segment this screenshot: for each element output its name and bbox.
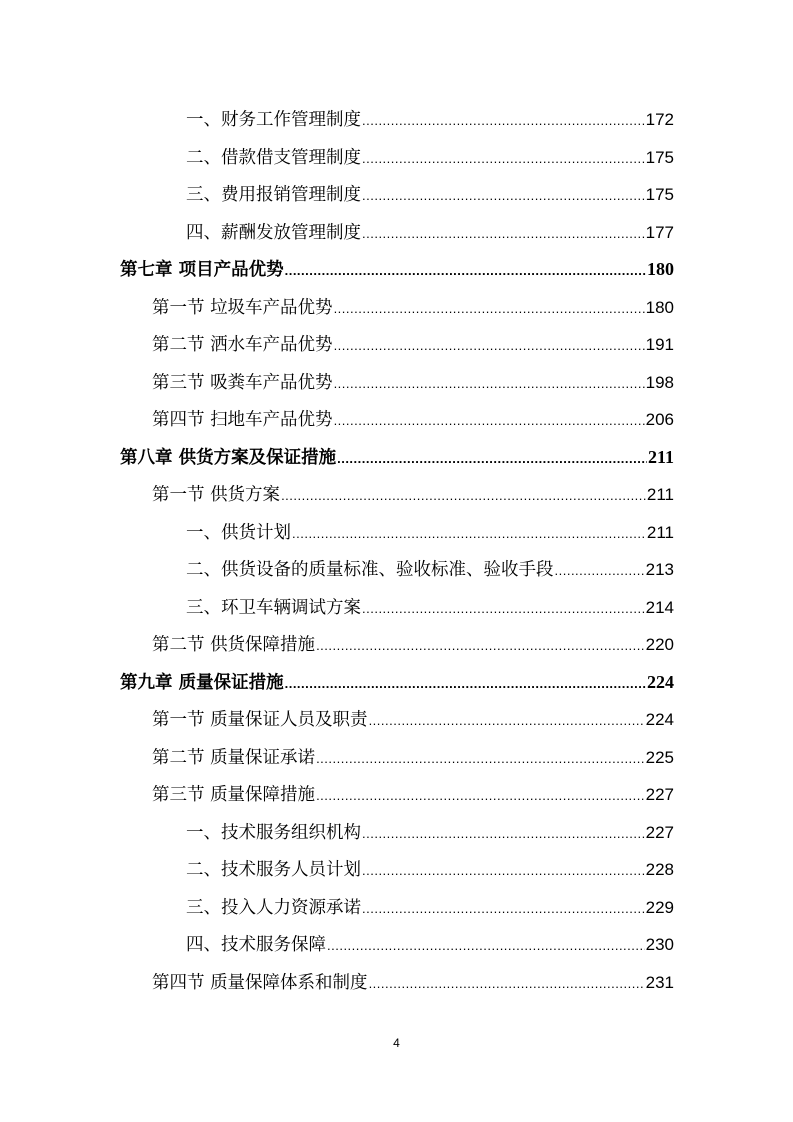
toc-dot-leader bbox=[334, 365, 645, 402]
toc-dot-leader bbox=[369, 965, 645, 1002]
toc-dot-leader bbox=[362, 890, 645, 927]
toc-entry-page: 211 bbox=[646, 485, 674, 504]
toc-entry[interactable] bbox=[186, 101, 674, 138]
toc-entry-label: 第三节 质量保障措施 bbox=[152, 785, 316, 805]
toc-entry[interactable] bbox=[186, 214, 674, 251]
page-number: 4 bbox=[393, 1036, 400, 1050]
toc-entry-page: 224 bbox=[645, 710, 674, 729]
toc-entry-label: 四、薪酬发放管理制度 bbox=[186, 222, 361, 243]
toc-entry[interactable] bbox=[186, 176, 674, 213]
toc-dot-leader bbox=[285, 252, 646, 289]
toc-dot-leader bbox=[327, 927, 645, 964]
toc-entry[interactable] bbox=[152, 739, 674, 776]
toc-entry-label: 三、投入人力资源承诺 bbox=[186, 897, 361, 918]
toc-entry-label: 二、供货设备的质量标准、验收标准、验收手段 bbox=[186, 560, 554, 580]
toc-entry-page: 198 bbox=[645, 372, 674, 392]
toc-entry-page: 180 bbox=[645, 297, 674, 317]
toc-entry-label: 三、费用报销管理制度 bbox=[186, 185, 361, 205]
toc-entry[interactable] bbox=[120, 251, 674, 288]
toc-entry-page: 228 bbox=[645, 860, 674, 879]
toc-dot-leader bbox=[337, 440, 647, 477]
toc-dot-leader bbox=[555, 552, 645, 589]
toc-entry-page: 211 bbox=[647, 446, 674, 467]
toc-entry-label: 一、供货计划 bbox=[186, 522, 291, 543]
toc-entry-label: 第一节 供货方案 bbox=[152, 485, 281, 505]
toc-entry[interactable] bbox=[186, 514, 674, 551]
toc-entry[interactable] bbox=[152, 964, 674, 1001]
toc-dot-leader bbox=[316, 740, 645, 777]
toc-entry-page: 191 bbox=[645, 335, 674, 354]
toc-entry-page: 213 bbox=[645, 560, 674, 579]
toc-dot-leader bbox=[285, 665, 646, 702]
toc-entry-page: 220 bbox=[645, 635, 674, 654]
toc-entry-page: 214 bbox=[645, 597, 674, 617]
toc-dot-leader bbox=[369, 702, 645, 739]
toc-entry-label: 三、环卫车辆调试方案 bbox=[186, 597, 361, 618]
toc-entry-page: 211 bbox=[646, 522, 674, 542]
toc-entry[interactable] bbox=[120, 439, 674, 476]
toc-entry-page: 225 bbox=[645, 747, 674, 767]
toc-dot-leader bbox=[362, 140, 645, 177]
toc-entry-page: 175 bbox=[645, 147, 674, 167]
toc-dot-leader bbox=[362, 215, 645, 252]
toc-entry[interactable] bbox=[152, 289, 674, 326]
toc-entry[interactable] bbox=[120, 664, 674, 701]
toc-entry-page: 231 bbox=[645, 972, 674, 992]
toc-entry[interactable] bbox=[152, 476, 674, 513]
toc-entry[interactable] bbox=[152, 364, 674, 401]
toc-entry-page: 230 bbox=[645, 935, 674, 954]
toc-dot-leader bbox=[362, 852, 645, 889]
toc-entry-label: 第一节 垃圾车产品优势 bbox=[152, 297, 333, 318]
toc-entry-label: 二、技术服务人员计划 bbox=[186, 860, 361, 880]
toc-dot-leader bbox=[281, 477, 646, 514]
toc-entry[interactable] bbox=[186, 139, 674, 176]
toc-dot-leader bbox=[292, 515, 646, 552]
toc-dot-leader bbox=[316, 627, 645, 664]
toc-entry-label: 第四节 扫地车产品优势 bbox=[152, 410, 333, 430]
toc-entry-label: 二、借款借支管理制度 bbox=[186, 147, 361, 168]
toc-dot-leader bbox=[334, 290, 645, 327]
toc-entry[interactable] bbox=[186, 889, 674, 926]
toc-entry[interactable] bbox=[186, 589, 674, 626]
toc-dot-leader bbox=[334, 327, 645, 364]
toc-entry-page: 172 bbox=[645, 110, 674, 129]
toc-entry-label: 第二节 供货保障措施 bbox=[152, 635, 316, 655]
toc-entry[interactable] bbox=[152, 626, 674, 663]
toc-entry-label: 一、财务工作管理制度 bbox=[186, 110, 361, 130]
toc-entry-label: 四、技术服务保障 bbox=[186, 935, 326, 955]
toc-entry-label: 第二节 质量保证承诺 bbox=[152, 747, 316, 768]
toc-entry[interactable] bbox=[186, 814, 674, 851]
toc-entry[interactable] bbox=[152, 401, 674, 438]
toc-entry-label: 第二节 洒水车产品优势 bbox=[152, 335, 333, 355]
toc-entry-label: 第九章 质量保证措施 bbox=[120, 672, 284, 693]
toc-entry-page: 177 bbox=[645, 222, 674, 242]
toc-dot-leader bbox=[316, 777, 645, 814]
toc-entry-label: 第八章 供货方案及保证措施 bbox=[120, 447, 337, 468]
toc-entry[interactable] bbox=[186, 926, 674, 963]
toc-entry[interactable] bbox=[152, 701, 674, 738]
toc-entry[interactable] bbox=[152, 776, 674, 813]
toc-entry-label: 第七章 项目产品优势 bbox=[120, 260, 284, 280]
toc-entry-page: 175 bbox=[645, 185, 674, 204]
toc-entry-label: 第三节 吸粪车产品优势 bbox=[152, 372, 333, 393]
toc-entry[interactable] bbox=[186, 551, 674, 588]
toc-entry-label: 第四节 质量保障体系和制度 bbox=[152, 972, 368, 993]
toc-entry-page: 206 bbox=[645, 410, 674, 429]
toc-entry[interactable] bbox=[152, 326, 674, 363]
toc-entry-page: 227 bbox=[645, 822, 674, 842]
toc-entry-page: 224 bbox=[647, 671, 674, 692]
toc-entry-page: 227 bbox=[645, 785, 674, 804]
toc-dot-leader bbox=[334, 402, 645, 439]
toc-entry-label: 一、技术服务组织机构 bbox=[186, 822, 361, 843]
toc-dot-leader bbox=[362, 590, 645, 627]
toc-dot-leader bbox=[362, 102, 645, 139]
toc-dot-leader bbox=[362, 177, 645, 214]
toc-dot-leader bbox=[362, 815, 645, 852]
toc-entry[interactable] bbox=[186, 851, 674, 888]
toc-entry-page: 180 bbox=[647, 259, 674, 279]
toc-entry-label: 第一节 质量保证人员及职责 bbox=[152, 710, 368, 730]
toc-entry-page: 229 bbox=[645, 897, 674, 917]
